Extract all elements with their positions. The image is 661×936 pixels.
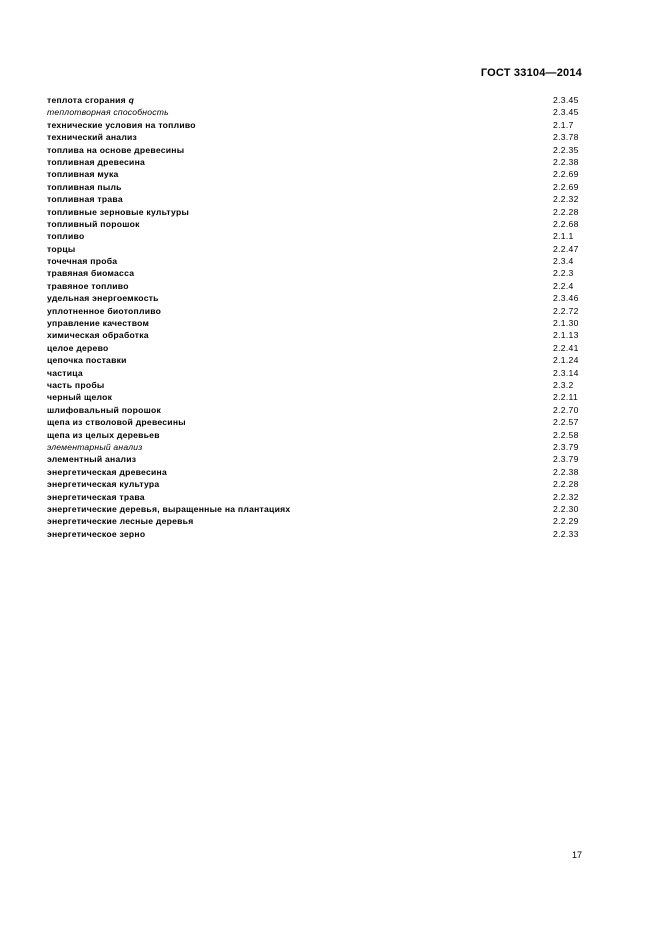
index-entry [47,280,582,292]
index-entry-term [47,119,196,131]
index-entry-term-text: топливная мука [47,169,119,180]
index-entry-reference: 2.2.28 [553,206,579,217]
index-entry-term-text: химическая обработка [47,330,149,341]
index-entry-reference: 2.1.1 [553,231,574,242]
index-entry-term-text: энергетические лесные деревья [47,516,194,527]
index-entry-term-text: топливный порошок [47,218,140,229]
index-entry-term-text: частица [47,367,83,378]
index-entry-term-text: топливная древесина [47,156,146,167]
index-entry-term-text: черный щелок [47,392,113,403]
index-entry [47,429,582,441]
index-entry [47,119,582,131]
index-entry [47,503,582,515]
index-entry-term-text: щепа из целых деревьев [47,429,160,440]
index-entry-term [47,441,142,453]
index-entry-term [47,391,112,403]
index-entry-term [47,206,189,218]
index-entry-term-text: элементный анализ [47,454,137,465]
page-number: 17 [571,850,582,860]
index-entry-term [47,453,136,465]
index-entry-term-text: энергетическая древесина [47,466,167,477]
index-entry-term [47,94,134,106]
index-entry-term [47,466,167,478]
index-entry-term [47,292,159,304]
index-entry-reference: 2.2.57 [553,417,579,428]
index-entry-term [47,379,105,391]
index-entry-reference: 2.2.38 [553,466,579,477]
index-entry-term-text: топливные зерновые культуры [47,206,190,217]
index-entry [47,478,582,490]
index-entry-reference: 2.2.70 [553,404,579,415]
index-entry-reference: 2.3.46 [553,293,579,304]
index-entry-term-text: технический анализ [47,132,138,143]
index-entry-reference: 2.1.24 [553,355,579,366]
index-entry [47,206,582,218]
index-entry-reference: 2.2.4 [553,280,574,291]
index-entry-term-text: шлифовальный порошок [47,404,162,415]
index-entry-reference: 2.2.11 [553,392,579,403]
index-entry-reference: 2.3.78 [553,132,579,143]
index-entry-reference: 2.1.13 [553,330,579,341]
index-entry-term [47,305,161,317]
index-entry-term-text: уплотненное биотопливо [47,305,162,316]
index-entry [47,453,582,465]
index-entry [47,515,582,527]
index-entry-term [47,404,161,416]
index-entry [47,106,582,118]
index-entry-reference: 2.1.30 [553,318,579,329]
index-entry-reference: 2.2.35 [553,144,579,155]
index-entry-term-text: щепа из стволовой древесины [47,417,186,428]
index-entry-term [47,168,119,180]
index-entry [47,144,582,156]
index-entry [47,168,582,180]
index-entry [47,342,582,354]
index-entry-reference: 2.2.47 [553,243,579,254]
index-entry-term-text: травяное топливо [47,280,129,291]
index-entry [47,181,582,193]
index-entry-term [47,280,129,292]
index-entry-reference: 2.2.28 [553,479,579,490]
index-entry-symbol: q [128,95,135,105]
index-entry-reference: 2.2.69 [553,181,579,192]
index-entry [47,391,582,403]
index-entry [47,243,582,255]
index-entry [47,230,582,242]
index-entry-term [47,144,184,156]
index-entry [47,367,582,379]
index-entry-term-text: технические условия на топливо [47,119,196,130]
index-entry-term-text: энергетическая культура [47,479,160,490]
index-entry-reference: 2.1.7 [553,119,574,130]
index-entry-term [47,329,149,341]
index-entry [47,156,582,168]
index-entry [47,193,582,205]
index-entry-term-text: топливная трава [47,194,123,205]
index-entry-reference: 2.3.2 [553,379,574,390]
index-entry-reference: 2.2.68 [553,218,579,229]
index-entry-term [47,528,145,540]
index-entry [47,267,582,279]
index-entry [47,354,582,366]
index-entry-term-text: топлива на основе древесины [47,144,185,155]
index-entry-term [47,131,137,143]
index-entry [47,466,582,478]
document-header-standard: ГОСТ 33104—2014 [480,67,582,79]
index-entry [47,528,582,540]
index-entry-term-text: топливная пыль [47,181,122,192]
index-entry-term [47,156,145,168]
index-entry-term-text: управление качеством [47,318,150,329]
index-entry-term-text: топливо [47,231,85,242]
index-entry-term-text: энергетические деревья, выращенные на плантациях [47,503,291,514]
index-entry-reference: 2.3.79 [553,454,579,465]
index-entry-reference: 2.2.72 [553,305,579,316]
index-entry-reference: 2.2.69 [553,169,579,180]
index-entry [47,441,582,453]
index-entry-term-text: травяная биомасса [47,268,135,279]
index-entry-term [47,218,140,230]
index-entry-term-text: теплотворная способность [47,107,169,118]
index-entry-term [47,255,117,267]
index-entry-reference: 2.3.45 [553,107,579,118]
index-entry-reference: 2.2.33 [553,528,579,539]
index-entry-term [47,478,159,490]
index-entry [47,329,582,341]
index-entry-term-text: часть пробы [47,379,105,390]
index-entry [47,379,582,391]
index-entry-term [47,354,127,366]
index-entry-reference: 2.2.3 [553,268,574,279]
index-entry-term-text: цепочка поставки [47,355,127,366]
index-entry-term [47,342,109,354]
index-entry-term [47,317,149,329]
index-entry-term [47,181,122,193]
index-entry [47,292,582,304]
index-entry-reference: 2.3.45 [553,95,579,105]
index-entry-reference: 2.3.14 [553,367,579,378]
index-entry-term [47,503,290,515]
alphabetical-term-index [47,94,582,540]
index-entry-term [47,515,193,527]
index-entry-term [47,491,145,503]
index-entry [47,94,582,106]
index-entry [47,404,582,416]
index-entry-reference: 2.2.38 [553,156,579,167]
index-entry-term [47,416,186,428]
index-entry-term-text: теплота сгорания [47,95,129,105]
index-entry-term-text: торцы [47,243,76,254]
index-entry-reference: 2.3.4 [553,256,574,267]
index-entry [47,255,582,267]
index-entry [47,317,582,329]
index-entry-term-text: энергетическое зерно [47,528,146,539]
index-entry-term [47,243,75,255]
index-entry-term-text: удельная энергоемкость [47,293,159,304]
index-entry-term [47,193,123,205]
index-entry-reference: 2.2.32 [553,491,579,502]
index-entry [47,305,582,317]
index-entry-term [47,367,83,379]
index-entry-term-text: энергетическая трава [47,491,145,502]
index-entry-reference: 2.3.79 [553,441,579,452]
index-entry-term [47,267,134,279]
index-entry-reference: 2.2.29 [553,516,579,527]
index-entry-reference: 2.2.41 [553,342,579,353]
index-entry [47,131,582,143]
index-entry-reference: 2.2.58 [553,429,579,440]
index-entry-term-text: точечная проба [47,256,118,267]
index-entry-term [47,429,160,441]
index-entry-term [47,106,169,118]
index-entry [47,491,582,503]
index-entry [47,218,582,230]
index-entry-term-text: элементарный анализ [47,441,143,452]
index-entry-term-text: целое дерево [47,342,109,353]
index-entry-reference: 2.2.30 [553,503,579,514]
index-entry [47,416,582,428]
index-entry-term [47,230,84,242]
index-entry-reference: 2.2.32 [553,194,579,205]
